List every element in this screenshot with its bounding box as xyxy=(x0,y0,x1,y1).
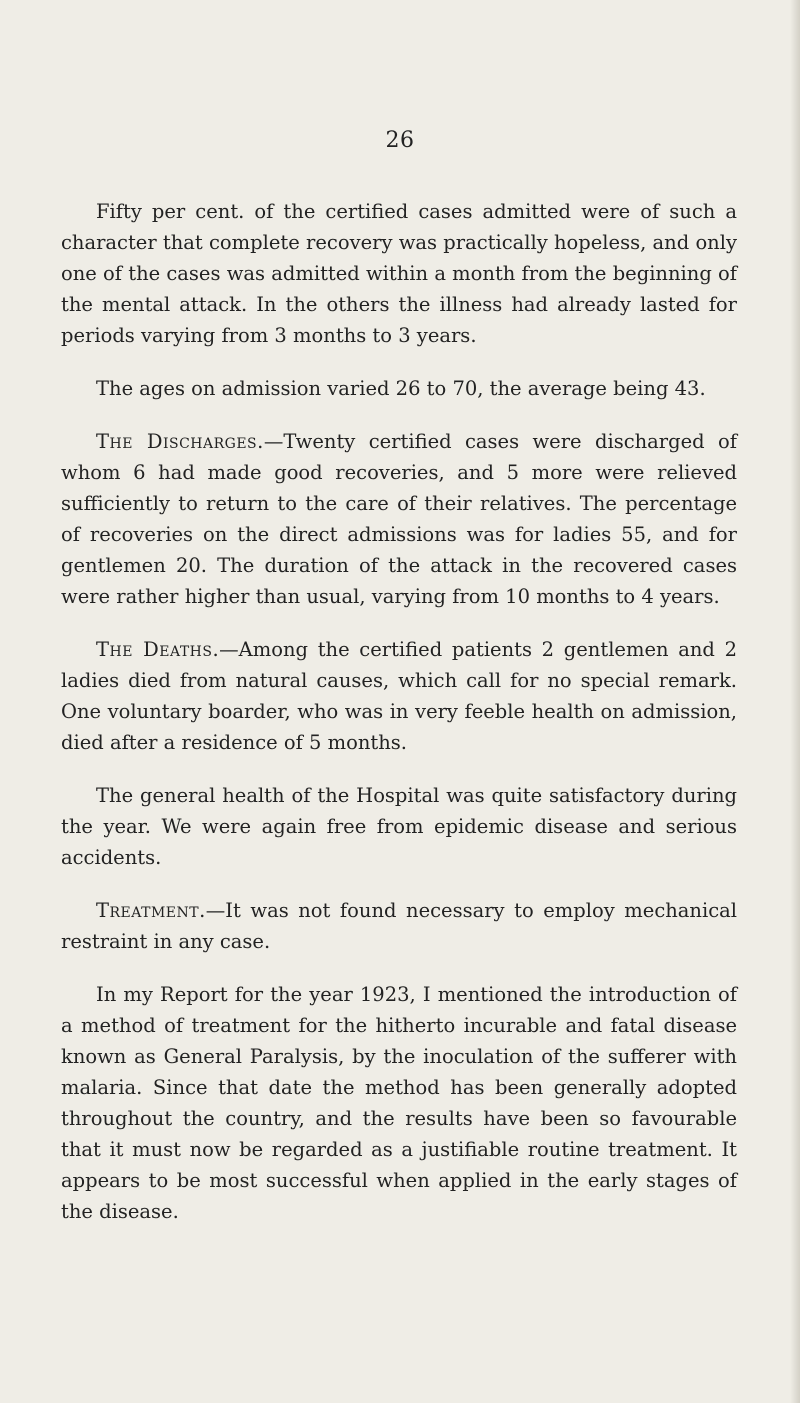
report-body xyxy=(61,196,737,1249)
paragraph-text: The general health of the Hospital was quite satisfactory during the year. We were again free from epidemic disease and serious accidents. xyxy=(61,784,737,869)
paragraph-general-health xyxy=(61,780,737,873)
paragraph-admission-ages xyxy=(61,373,737,404)
page-number: 26 xyxy=(385,128,415,153)
paragraph-malaria-treatment xyxy=(61,979,737,1227)
paragraph-text: —Twenty certified cases were discharged of whom 6 had made good recoveries, and 5 more were relieved sufficiently to return to the care of their relatives. The percentage of recoveries on the direct admissions was for ladies 55, and for gentlemen 20. The duration of the attack in the recovered cases were rather higher than usual, varying from 10 months to 4 years. xyxy=(61,430,737,608)
paragraph-deaths xyxy=(61,634,737,758)
paragraph-discharges xyxy=(61,426,737,612)
section-heading-treatment: Treatment. xyxy=(96,899,206,922)
section-heading-deaths: The Deaths. xyxy=(96,638,220,661)
paragraph-text: In my Report for the year 1923, I mentioned the introduction of a method of treatment for the hitherto incurable and fatal disease known as General Paralysis, by the inoculation of the sufferer with malaria. Since that date the method has been generally adopted throughout the country, and the results have been so favourable that it must now be regarded as a justifiable routine treatment. It appears to be most successful when applied in the early stages of the disease. xyxy=(61,983,737,1223)
page-edge-shadow xyxy=(790,0,800,1403)
section-heading-discharges: The Discharges. xyxy=(96,430,264,453)
paragraph-text: The ages on admission varied 26 to 70, the average being 43. xyxy=(96,377,706,400)
paragraph-treatment xyxy=(61,895,737,957)
paragraph-text: Fifty per cent. of the certified cases admitted were of such a character that complete recovery was practically hopeless, and only one of the cases was admitted within a month from the beginning of the mental attack. In the others the illness had already lasted for periods varying from 3 months to 3 years. xyxy=(61,200,737,347)
paragraph-certified-cases xyxy=(61,196,737,351)
paragraph-text: —It was not found necessary to employ mechanical restraint in any case. xyxy=(61,899,737,953)
paragraph-text: —Among the certified patients 2 gentlemen and 2 ladies died from natural causes, which call for no special remark. One voluntary boarder, who was in very feeble health on admission, died after a residence of 5 months. xyxy=(61,638,737,754)
